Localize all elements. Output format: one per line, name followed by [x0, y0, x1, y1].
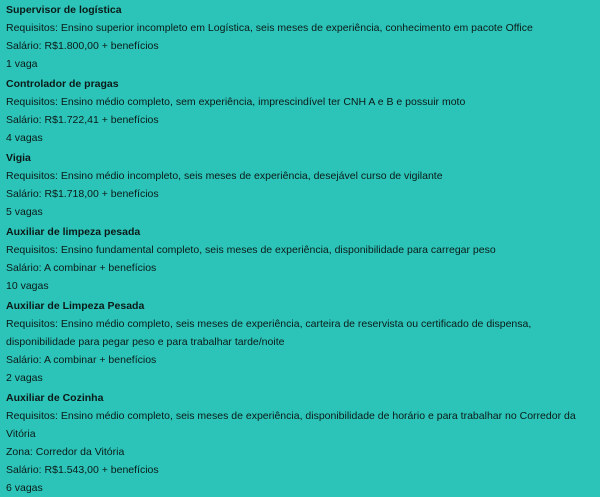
job-salary: Salário: R$1.722,41 + benefícios	[6, 114, 159, 126]
job-requirements: Requisitos: Ensino médio completo, sem experiência, imprescindível ter CNH A e B e possuir moto	[6, 96, 466, 108]
job-openings: 2 vagas	[6, 372, 43, 384]
job-item	[6, 75, 600, 147]
job-requirements: Requisitos: Ensino superior incompleto em Logística, seis meses de experiência, conhecimento em pacote Office	[6, 22, 533, 34]
job-openings: 1 vaga	[6, 58, 38, 70]
job-openings: 10 vagas	[6, 280, 49, 292]
job-salary: Salário: R$1.718,00 + benefícios	[6, 188, 159, 200]
job-item	[6, 297, 600, 387]
job-salary: Salário: A combinar + benefícios	[6, 354, 157, 366]
job-title: Auxiliar de limpeza pesada	[6, 226, 141, 238]
job-title: Auxiliar de Cozinha	[6, 392, 104, 404]
job-salary: Salário: A combinar + benefícios	[6, 262, 157, 274]
job-salary: Salário: R$1.800,00 + benefícios	[6, 40, 159, 52]
job-openings: 4 vagas	[6, 132, 43, 144]
job-title: Controlador de pragas	[6, 78, 119, 90]
job-openings: 5 vagas	[6, 206, 43, 218]
job-requirements: Requisitos: Ensino médio completo, seis meses de experiência, disponibilidade de horário e para trabalhar no Corredor da Vitória	[6, 410, 576, 440]
job-item	[6, 389, 600, 497]
job-title: Supervisor de logística	[6, 4, 122, 16]
job-item	[6, 149, 600, 221]
job-requirements: Requisitos: Ensino médio completo, seis meses de experiência, carteira de reservista ou certificado de dispensa, disponibilidade para pegar peso e para trabalhar tarde/noite	[6, 318, 532, 348]
job-requirements: Requisitos: Ensino fundamental completo, seis meses de experiência, disponibilidade para carregar peso	[6, 244, 496, 256]
job-openings: 6 vagas	[6, 482, 43, 494]
job-item	[6, 1, 600, 73]
job-zone: Zona: Corredor da Vitória	[6, 446, 125, 458]
job-title: Vigia	[6, 152, 31, 164]
job-requirements: Requisitos: Ensino médio incompleto, seis meses de experiência, desejável curso de vigilante	[6, 170, 443, 182]
job-item	[6, 223, 600, 295]
job-salary: Salário: R$1.543,00 + benefícios	[6, 464, 159, 476]
job-title: Auxiliar de Limpeza Pesada	[6, 300, 145, 312]
